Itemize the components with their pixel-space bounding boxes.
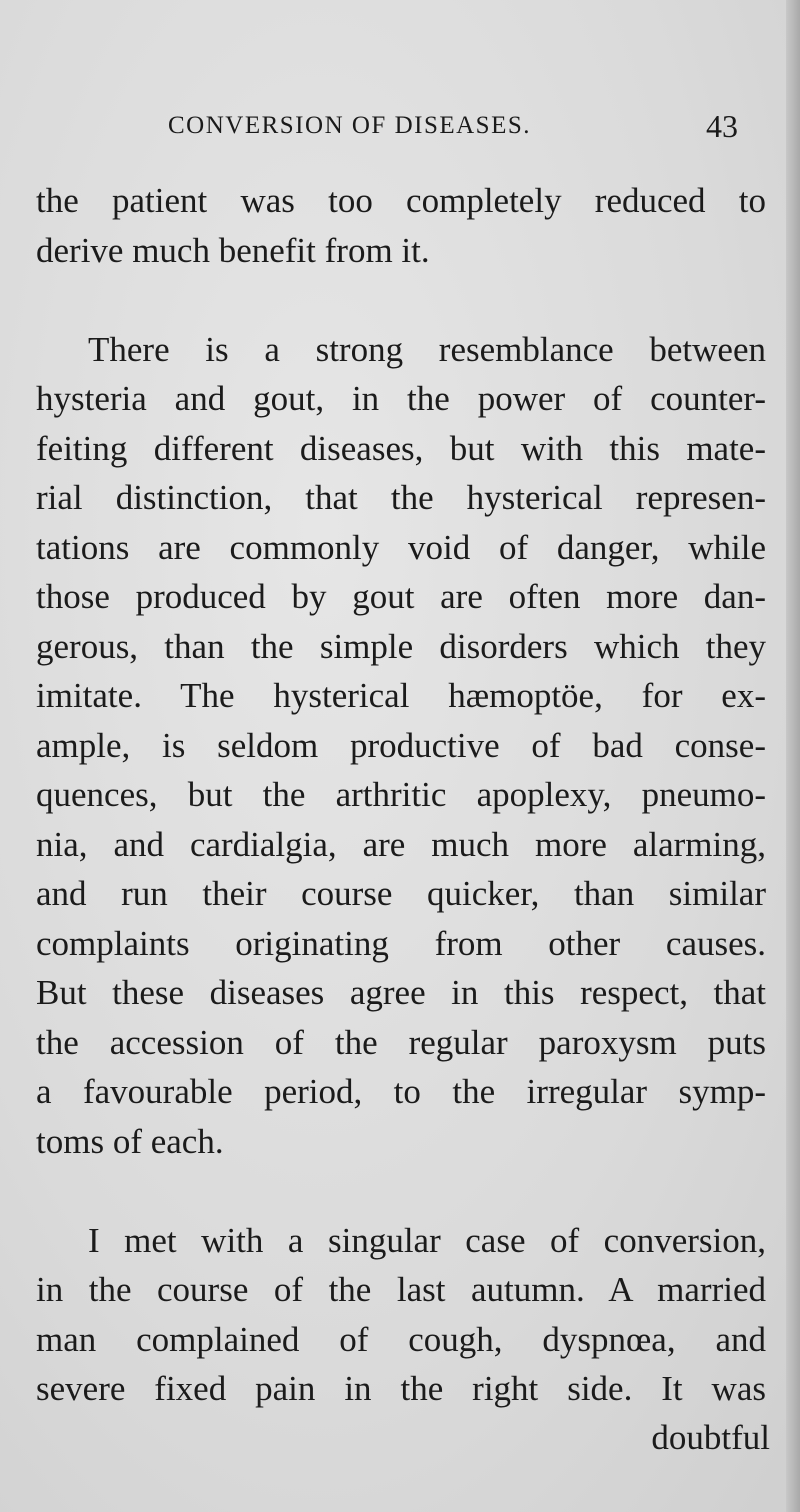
text-line: toms of each. <box>36 1121 224 1161</box>
text-line: nia, and cardialgia, are much more alarming, <box>36 824 766 864</box>
text-line: But these diseases agree in this respect, that <box>36 973 766 1012</box>
text-line: a favourable period, to the irregular symp- <box>36 1072 766 1111</box>
text-line: complaints originating from other causes. <box>36 923 766 963</box>
text-line: feiting different diseases, but with this mate- <box>36 428 766 468</box>
text-line: ample, is seldom productive of bad conse- <box>36 725 766 765</box>
running-title: CONVERSION OF DISEASES. <box>168 112 532 139</box>
text-line: severe fixed pain in the right side. It was <box>36 1369 766 1408</box>
text-line: those produced by gout are often more dan- <box>36 577 766 616</box>
body-text <box>36 176 766 1414</box>
page-header <box>168 108 738 152</box>
text-line: hysteria and gout, in the power of counter- <box>36 379 766 418</box>
page-edge-shadow <box>786 0 800 1512</box>
text-line: There is a strong resemblance between <box>88 329 766 369</box>
text-line: the patient was too completely reduced to <box>36 181 766 220</box>
text-line: and run their course quicker, than similar <box>36 874 766 913</box>
text-line: gerous, than the simple disorders which they <box>36 626 766 666</box>
paragraph-gap <box>36 1166 766 1216</box>
text-line: the accession of the regular paroxysm puts <box>36 1022 766 1062</box>
catchword: doubtful <box>651 1418 770 1457</box>
text-line: tations are commonly void of danger, while <box>36 527 766 567</box>
page-number: 43 <box>706 108 738 144</box>
text-line: man complained of cough, dyspnœa, and <box>36 1319 766 1359</box>
text-line: quences, but the arthritic apoplexy, pneumo- <box>36 775 766 814</box>
text-line: derive much benefit from it. <box>36 230 430 270</box>
text-line: I met with a singular case of conversion, <box>88 1220 766 1260</box>
text-line: imitate. The hysterical hæmoptöe, for ex- <box>36 676 766 715</box>
paragraph <box>36 1216 766 1414</box>
paragraph <box>36 325 766 1167</box>
paragraph-gap <box>36 275 766 325</box>
text-line: in the course of the last autumn. A married <box>36 1270 766 1309</box>
text-line: rial distinction, that the hysterical represen- <box>36 478 766 517</box>
paragraph <box>36 176 766 275</box>
